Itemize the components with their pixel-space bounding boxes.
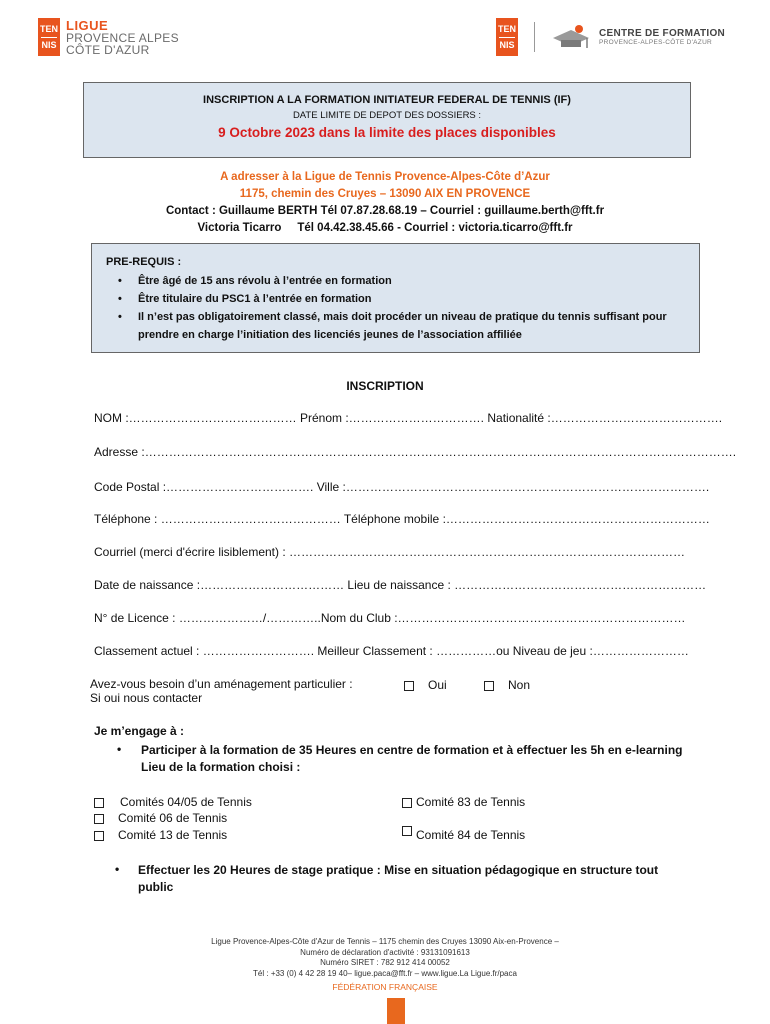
ligue-logo — [38, 18, 179, 56]
engagement-heading: Je m’engage à : — [94, 724, 185, 738]
name-field[interactable]: NOM :…………………………………… Prénom :……………………………. Nationalité :……………………………………. — [94, 411, 723, 425]
comite-option[interactable] — [94, 811, 227, 825]
ligue-name — [66, 19, 179, 56]
postal-city-field[interactable]: Code Postal :………………………………. Ville :………………………………………………………………………………. — [94, 480, 710, 494]
centre-formation-logo — [496, 18, 725, 56]
engagement-item-2-line-2: public — [138, 880, 174, 894]
engagement-item-1-line-2: Lieu de la formation choisi : — [141, 760, 301, 774]
comite-checkbox[interactable] — [402, 798, 412, 808]
licence-club-field[interactable]: N° de Licence : …………………/…………..Nom du Club :……………………………………………………………… — [94, 611, 686, 625]
comite-label: Comité 06 de Tennis — [118, 811, 228, 825]
comite-checkbox[interactable] — [402, 826, 412, 836]
tennis-badge-icon — [38, 18, 60, 56]
address-field[interactable]: Adresse :…………………………………………………………………………………………………………………………………. — [94, 445, 737, 459]
graduation-cap-icon — [549, 22, 593, 52]
deadline-date: 9 Octobre 2023 dans la limite des places disponibles — [218, 125, 556, 140]
address-line-2: 1175, chemin des Cruyes – 13090 AIX EN PROVENCE — [239, 188, 531, 200]
special-needs-label: Avez-vous besoin d’un aménagement particulier : — [90, 677, 353, 691]
comite-label: Comité 84 de Tennis — [416, 828, 526, 842]
comite-label: Comités 04/05 de Tennis — [120, 795, 252, 809]
prerequisites-heading: PRE-REQUIS : — [106, 256, 182, 268]
comite-option[interactable] — [402, 795, 525, 809]
yes-checkbox[interactable] — [404, 681, 414, 691]
engagement-item-2 — [138, 862, 658, 896]
title-box — [83, 82, 691, 158]
comite-label: Comité 83 de Tennis — [416, 795, 526, 809]
comite-option[interactable] — [94, 828, 227, 842]
form-title: INSCRIPTION A LA FORMATION INITIATEUR FEDERAL DE TENNIS (IF) — [203, 94, 571, 106]
comite-checkbox[interactable] — [94, 798, 104, 808]
contact-line-1: Contact : Guillaume BERTH Tél 07.87.28.68.19 – Courriel : guillaume.berth@fft.fr — [165, 205, 605, 217]
prerequisites-box — [91, 243, 700, 353]
tennis-badge-icon — [496, 18, 518, 56]
ligue-line-1: LIGUE — [66, 17, 109, 33]
prerequisites-list — [106, 272, 699, 326]
contact-if-yes-label: Si oui nous contacter — [90, 691, 203, 705]
federation-label: FÉDÉRATION FRANÇAISE — [332, 982, 438, 992]
footer-line-3: Numéro SIRET : 782 912 414 00052 — [320, 958, 450, 967]
badge-top-text: TEN — [498, 23, 516, 34]
footer-line-4: Tél : +33 (0) 4 42 28 19 40– ligue.paca@fft.fr – www.ligue.La Ligue.fr/paca — [253, 968, 517, 978]
centre-name — [599, 28, 725, 46]
ligue-line-3: CÔTE D'AZUR — [66, 42, 150, 57]
badge-top-text: TEN — [40, 23, 58, 34]
option-no[interactable] — [484, 678, 530, 692]
engagement-item-2-line-1: Effectuer les 20 Heures de stage pratique : Mise en situation pédagogique en structure tout — [138, 863, 659, 877]
centre-line-2: PROVENCE-ALPES-CÔTE D'AZUR — [599, 38, 713, 46]
engagement-item-1 — [141, 742, 683, 776]
footer — [0, 937, 770, 979]
contact-line-2: Victoria Ticarro Tél 04.42.38.45.66 - Courriel : victoria.ticarro@fft.fr — [197, 222, 573, 234]
logo-divider — [534, 22, 535, 52]
badge-bottom-text: NIS — [499, 39, 515, 50]
ranking-field[interactable]: Classement actuel : ………………………. Meilleur Classement : ……………ou Niveau de jeu :…………………… — [94, 644, 689, 658]
bullet-icon: • — [115, 862, 120, 876]
option-yes[interactable] — [404, 678, 447, 692]
comite-checkbox[interactable] — [94, 814, 104, 824]
prerequisite-item: • Il n’est pas obligatoirement classé, mais doit procéder un niveau de pratique du tennis suffisant pour — [106, 308, 699, 326]
address-line-1: A adresser à la Ligue de Tennis Provence-Alpes-Côte d’Azur — [220, 171, 550, 183]
inscription-heading: INSCRIPTION — [346, 379, 424, 393]
deadline-label: DATE LIMITE DE DEPOT DES DOSSIERS : — [292, 110, 482, 121]
ligue-line-2: PROVENCE ALPES — [66, 30, 179, 45]
bullet-icon: • — [117, 742, 122, 756]
comite-option[interactable] — [94, 795, 252, 809]
yes-label: Oui — [428, 678, 447, 692]
prerequisite-item-continued: prendre en charge l’initiation des licenciés jeunes de l’association affiliée — [138, 329, 522, 341]
no-checkbox[interactable] — [484, 681, 494, 691]
no-label: Non — [508, 678, 531, 692]
special-needs-question — [90, 677, 353, 705]
email-field[interactable]: Courriel (merci d'écrire lisiblement) : ……………………………………………………………………………………… — [94, 545, 685, 559]
prerequisite-item: • Être titulaire du PSC1 à l’entrée en formation — [106, 290, 699, 308]
centre-line-1: CENTRE DE FORMATION — [599, 27, 726, 39]
engagement-item-1-line-1: Participer à la formation de 35 Heures en centre de formation et à effectuer les 5h en e-learning — [141, 743, 683, 757]
footer-line-1: Ligue Provence-Alpes-Côte d'Azur de Tennis – 1175 chemin des Cruyes 13090 Aix-en-Provence – — [211, 937, 559, 946]
prerequisite-item: • Être âgé de 15 ans révolu à l’entrée en formation — [106, 272, 699, 290]
birth-field[interactable]: Date de naissance :……………………………… Lieu de naissance : ……………………………………………………… — [94, 578, 707, 592]
footer-accent-bar — [387, 998, 405, 1024]
comite-option[interactable] — [402, 826, 525, 840]
comite-label: Comité 13 de Tennis — [118, 828, 228, 842]
phone-field[interactable]: Téléphone : ……………………………………… Téléphone mobile :………………………………………………………… — [94, 512, 710, 526]
comite-checkbox[interactable] — [94, 831, 104, 841]
footer-line-2: Numéro de déclaration d'activité : 93131091613 — [300, 947, 470, 957]
badge-bottom-text: NIS — [41, 39, 57, 50]
